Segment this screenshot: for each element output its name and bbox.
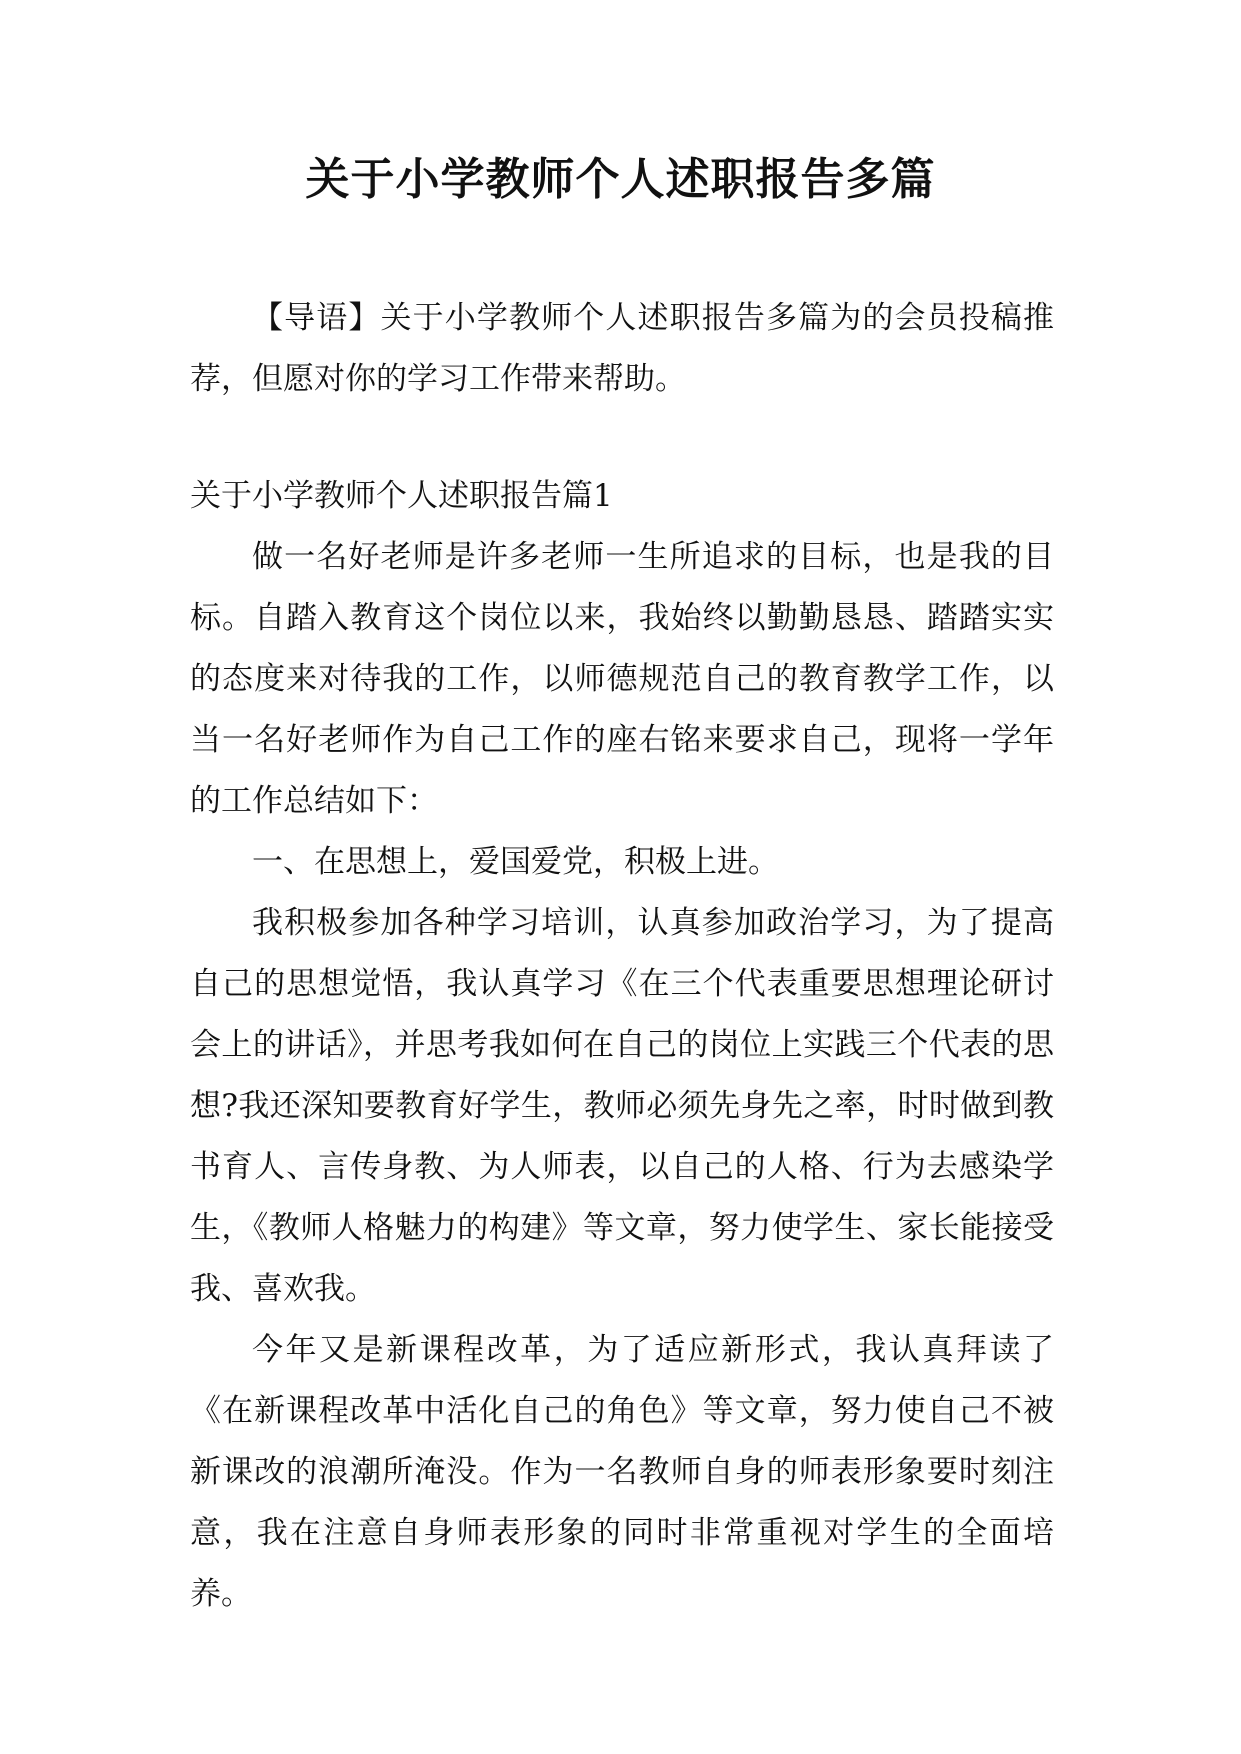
document-title: 关于小学教师个人述职报告多篇 — [305, 154, 936, 205]
document-body — [190, 288, 1054, 1625]
body-paragraph-2: 一、在思想上，爱国爱党，积极上进。 — [252, 844, 779, 880]
intro-paragraph: 【导语】关于小学教师个人述职报告多篇为的会员投稿推荐，但愿对你的学习工作带来帮助。 — [190, 300, 1054, 397]
body-paragraph-3: 我积极参加各种学习培训，认真参加政治学习，为了提高自己的思想觉悟，我认真学习《在三个代表重要思想理论研讨会上的讲话》，并思考我如何在自己的岗位上实践三个代表的思想?我还深知要教育好学生，教师必须先身先之率，时时做到教书育人、言传身教、为人师表，以自己的人格、行为去感染学生，《教师人格魅力的构建》等文章，努力使学生、家长能接受我、喜欢我。 — [190, 905, 1054, 1307]
body-paragraph-4: 今年又是新课程改革，为了适应新形式，我认真拜读了《在新课程改革中活化自己的角色》等文章，努力使自己不被新课改的浪潮所淹没。作为一名教师自身的师表形象要时刻注意，我在注意自身师表形象的同时非常重视对学生的全面培养。 — [190, 1332, 1054, 1612]
body-paragraph-1: 做一名好老师是许多老师一生所追求的目标，也是我的目标。自踏入教育这个岗位以来，我始终以勤勤恳恳、踏踏实实的态度来对待我的工作，以师德规范自己的教育教学工作，以当一名好老师作为自己工作的座右铭来要求自己，现将一学年的工作总结如下： — [190, 539, 1054, 819]
section-heading: 关于小学教师个人述职报告篇1 — [190, 478, 613, 514]
